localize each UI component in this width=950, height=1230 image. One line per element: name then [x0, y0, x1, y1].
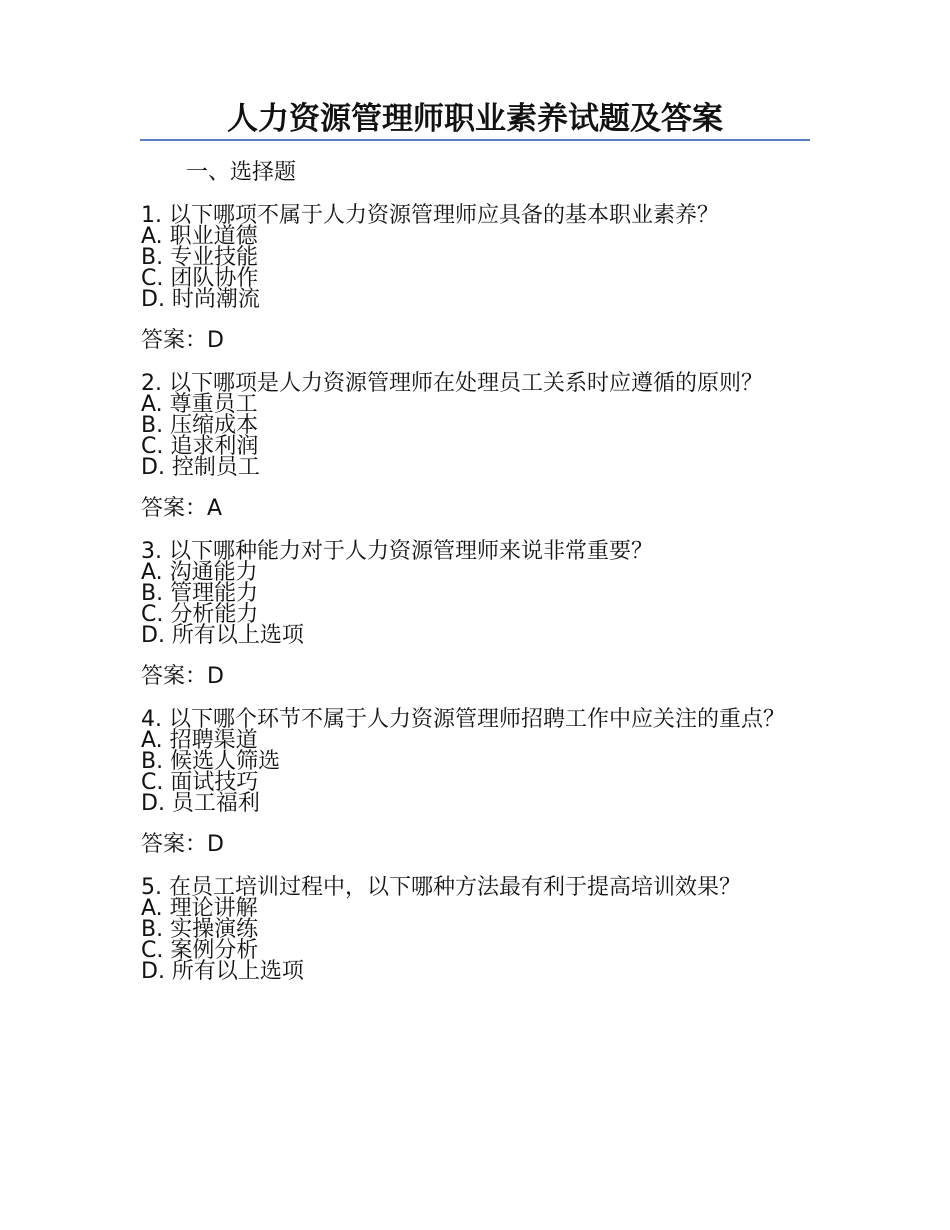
option-c: C. 分析能力 [141, 602, 259, 627]
option-b: B. 管理能力 [141, 581, 259, 606]
option-d: D. 所有以上选项 [141, 623, 304, 648]
option-a: A. 理论讲解 [141, 896, 258, 921]
option-b: B. 专业技能 [141, 245, 259, 270]
question-text: 5. 在员工培训过程中，以下哪种方法最有利于提高培训效果？ [141, 875, 741, 900]
option-d: D. 员工福利 [141, 791, 260, 816]
question-text: 4. 以下哪个环节不属于人力资源管理师招聘工作中应关注的重点？ [141, 707, 785, 732]
option-list [141, 394, 806, 478]
option-list [141, 730, 806, 814]
document-title: 人力资源管理师职业素养试题及答案 [227, 101, 723, 137]
answer-text: 答案：D [141, 832, 224, 857]
option-d: D. 所有以上选项 [141, 959, 304, 984]
option-a: A. 职业道德 [141, 224, 258, 249]
answer-text: 答案：A [141, 496, 223, 521]
question-list [141, 200, 806, 982]
question-5 [141, 872, 806, 982]
question-3 [141, 536, 806, 692]
option-a: A. 尊重员工 [141, 392, 258, 417]
question-2 [141, 368, 806, 524]
answer-text: 答案：D [141, 664, 224, 689]
option-c: C. 面试技巧 [141, 770, 259, 795]
option-a: A. 招聘渠道 [141, 728, 258, 753]
option-b: B. 实操演练 [141, 917, 259, 942]
option-list [141, 898, 806, 982]
option-d: D. 控制员工 [141, 455, 260, 480]
answer-text: 答案：D [141, 328, 224, 353]
question-text: 2. 以下哪项是人力资源管理师在处理员工关系时应遵循的原则？ [141, 371, 763, 396]
question-1 [141, 200, 806, 356]
option-c: C. 案例分析 [141, 938, 259, 963]
question-4 [141, 704, 806, 860]
option-c: C. 追求利润 [141, 434, 259, 459]
option-list [141, 226, 806, 310]
option-list [141, 562, 806, 646]
title-underline [140, 139, 810, 141]
option-b: B. 候选人筛选 [141, 749, 281, 774]
question-text: 3. 以下哪种能力对于人力资源管理师来说非常重要？ [141, 539, 653, 564]
option-a: A. 沟通能力 [141, 560, 258, 585]
question-text: 1. 以下哪项不属于人力资源管理师应具备的基本职业素养？ [141, 203, 719, 228]
option-c: C. 团队协作 [141, 266, 259, 291]
option-d: D. 时尚潮流 [141, 287, 260, 312]
section-heading: 一、选择题 [186, 160, 297, 185]
option-b: B. 压缩成本 [141, 413, 259, 438]
